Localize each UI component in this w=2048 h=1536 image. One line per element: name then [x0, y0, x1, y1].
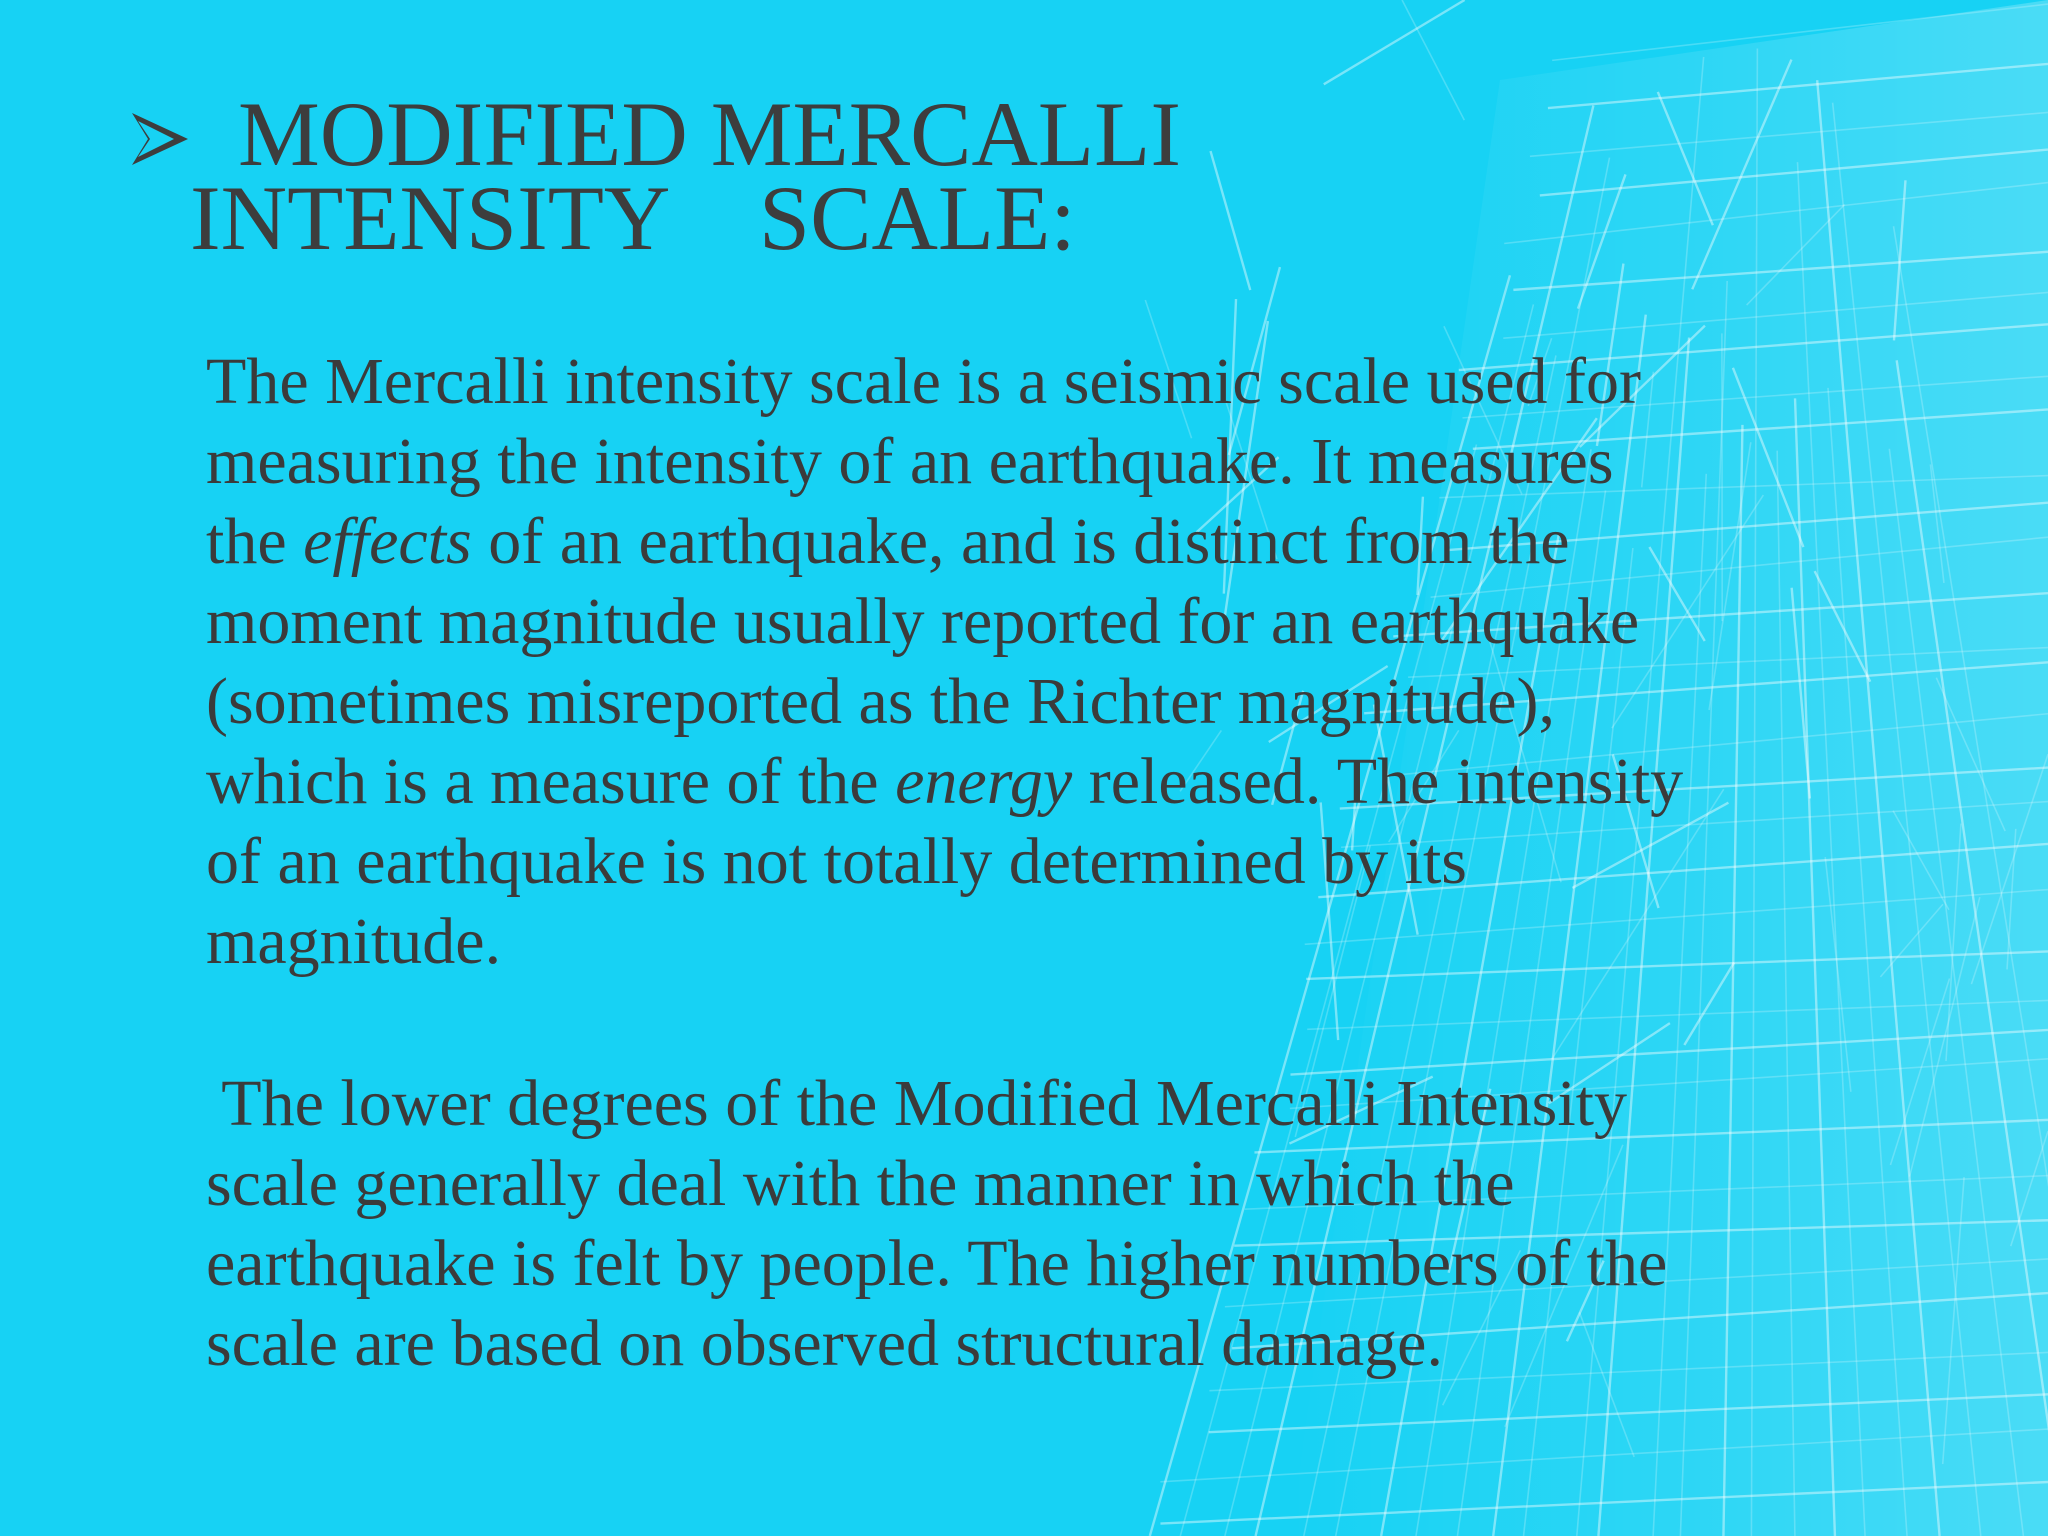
emphasis-energy: energy	[895, 745, 1073, 818]
arrow-bullet-icon	[128, 107, 192, 171]
text-segment: released. The intensity	[1072, 745, 1684, 818]
text-line: scale are based on observed structural damage.	[206, 1307, 1443, 1380]
slide-title-line-2: INTENSITY SCALE:	[190, 167, 1076, 269]
text-line: of an earthquake is not totally determined by its	[206, 825, 1467, 898]
text-segment: of an earthquake, and is distinct from the	[471, 505, 1570, 578]
text-line: moment magnitude usually reported for an earthquake	[206, 585, 1640, 658]
text-line	[206, 502, 1906, 582]
slide-title-line-1	[128, 83, 1428, 185]
text-line: (sometimes misreported as the Richter magnitude),	[206, 665, 1555, 738]
emphasis-effects: effects	[303, 505, 472, 578]
text-line: magnitude.	[206, 905, 502, 978]
text-line	[206, 742, 1906, 822]
slide-title	[128, 83, 1428, 269]
text-segment: the	[206, 505, 304, 578]
paragraph-mercalli-definition	[206, 342, 1906, 982]
text-line: measuring the intensity of an earthquake. It measures	[206, 425, 1614, 498]
text-line: earthquake is felt by people. The higher numbers of the	[206, 1227, 1668, 1300]
paragraph-scale-degrees	[206, 1064, 1906, 1384]
text-segment: which is a measure of the	[206, 745, 896, 818]
text-line: The Mercalli intensity scale is a seismic scale used for	[206, 345, 1642, 418]
title-line-1-text: MODIFIED MERCALLI	[238, 83, 1181, 185]
text-line: scale generally deal with the manner in which the	[206, 1147, 1515, 1220]
text-line: The lower degrees of the Modified Mercalli Intensity	[206, 1067, 1627, 1140]
